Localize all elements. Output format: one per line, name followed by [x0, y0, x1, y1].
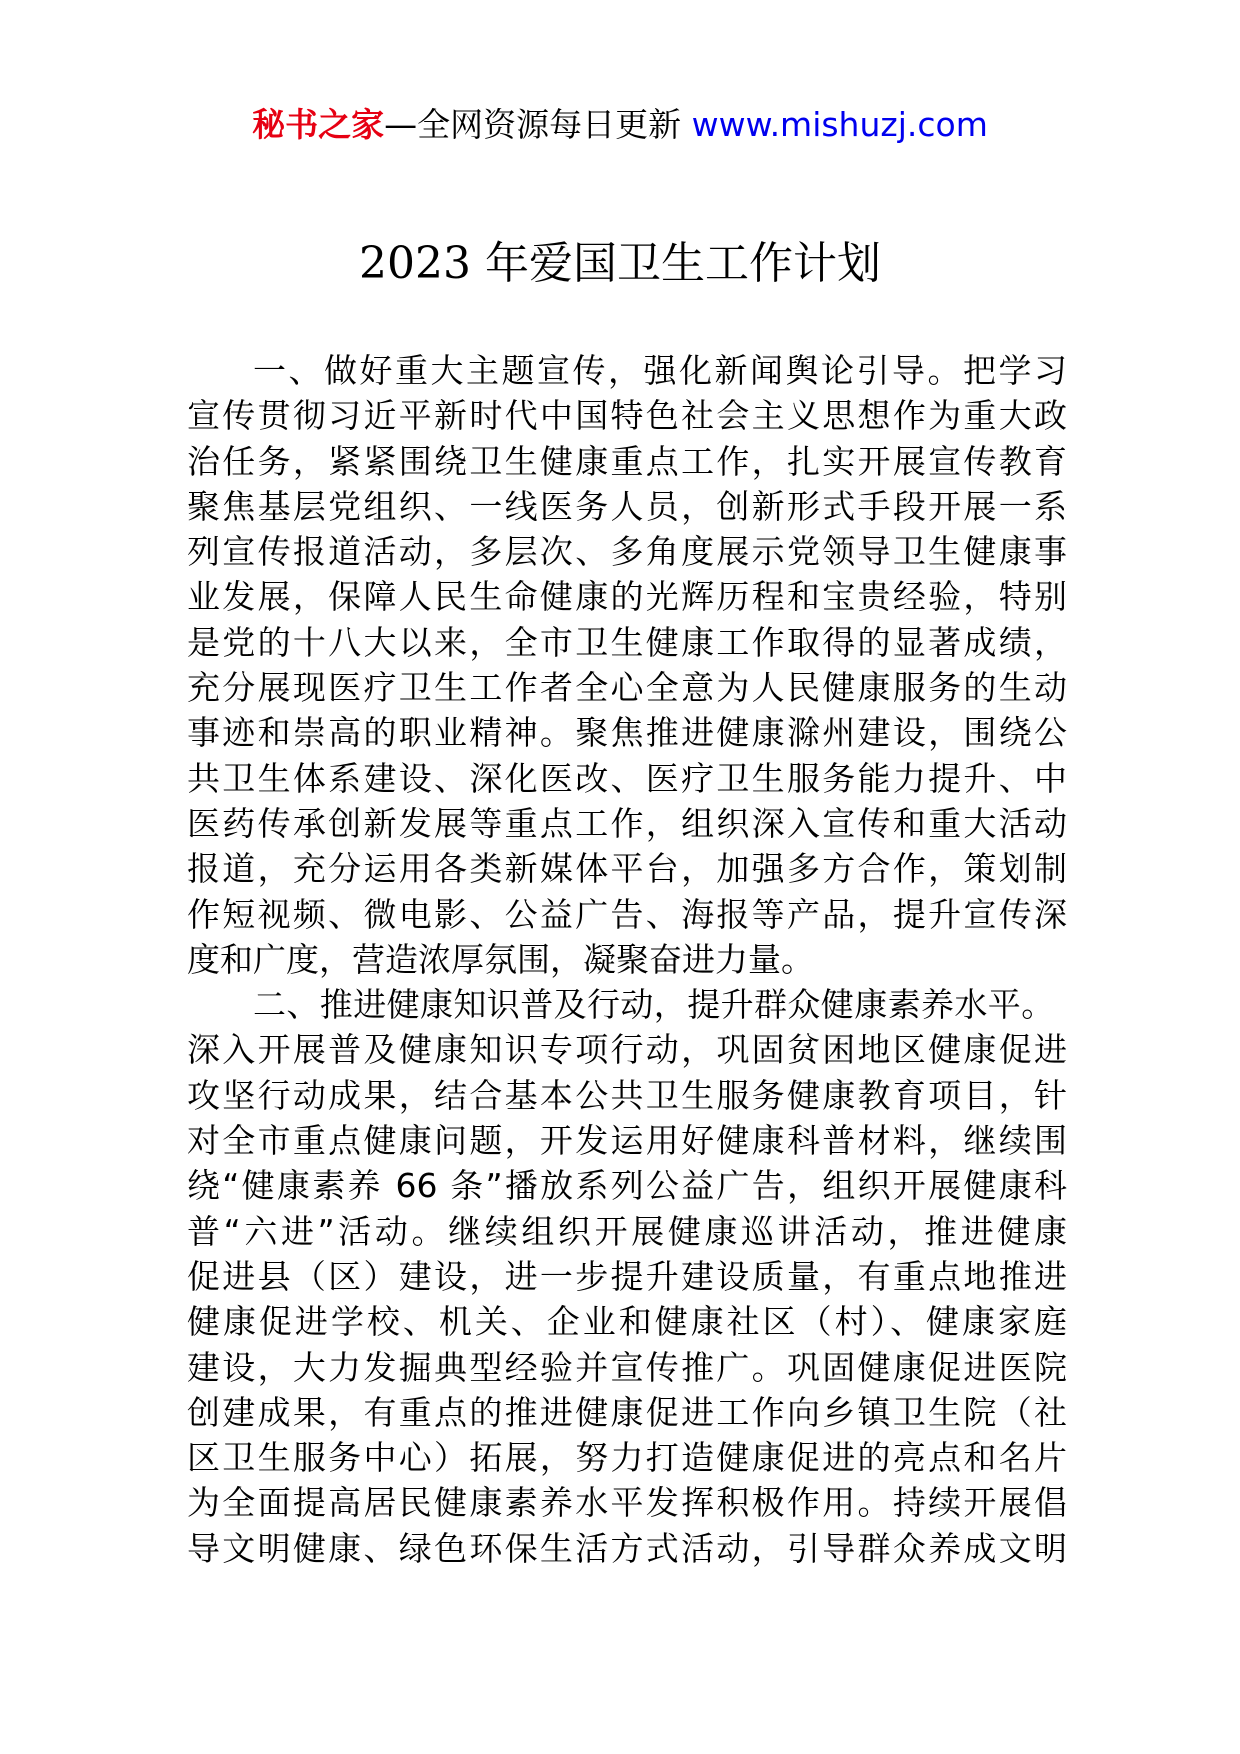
paragraph-1-line: 是党的十八大以来，全市卫生健康工作取得的显著成绩， — [187, 622, 1067, 662]
paragraph-2-line: 深入开展普及健康知识专项行动，巩固贫困地区健康促进 — [187, 1030, 1067, 1070]
brand-name: 秘书之家 — [252, 105, 385, 144]
paragraph-1-line: 度和广度，营造浓厚氛围，凝聚奋进力量。 — [187, 939, 814, 979]
paragraph-2-line: 绕“健康素养 66 条”播放系列公益广告，组织开展健康科 — [187, 1166, 1067, 1206]
paragraph-1-line: 充分展现医疗卫生工作者全心全意为人民健康服务的生动 — [187, 668, 1067, 708]
paragraph-1-line: 聚焦基层党组织、一线医务人员，创新形式手段开展一系 — [187, 486, 1067, 526]
paragraph-1-line: 治任务，紧紧围绕卫生健康重点工作，扎实开展宣传教育 — [187, 441, 1067, 481]
paragraph-2-line: 为全面提高居民健康素养水平发挥积极作用。持续开展倡 — [187, 1483, 1067, 1523]
paragraph-2-line: 促进县（区）建设，进一步提升建设质量，有重点地推进 — [187, 1256, 1067, 1296]
paragraph-1-line: 事迹和崇高的职业精神。聚焦推进健康滁州建设，围绕公 — [187, 713, 1067, 753]
paragraph-2-line: 建设，大力发掘典型经验并宣传推广。巩固健康促进医院 — [187, 1347, 1067, 1387]
document-title: 2023 年爱国卫生工作计划 — [359, 238, 881, 289]
header-tagline: —全网资源每日更新 — [384, 105, 682, 144]
paragraph-2-line: 创建成果，有重点的推进健康促进工作向乡镇卫生院（社 — [187, 1392, 1067, 1432]
paragraph-1-line: 宣传贯彻习近平新时代中国特色社会主义思想作为重大政 — [187, 396, 1067, 436]
document-body — [187, 348, 1067, 1571]
paragraph-1-line: 列宣传报道活动，多层次、多角度展示党领导卫生健康事 — [187, 532, 1067, 572]
paragraph-1-line: 作短视频、微电影、公益广告、海报等产品，提升宣传深 — [187, 894, 1067, 934]
paragraph-2-line: 攻坚行动成果，结合基本公共卫生服务健康教育项目，针 — [187, 1075, 1067, 1115]
paragraph-2-line: 对全市重点健康问题，开发运用好健康科普材料，继续围 — [187, 1121, 1067, 1161]
paragraph-2-line: 区卫生服务中心）拓展，努力打造健康促进的亮点和名片 — [187, 1438, 1067, 1478]
site-header — [0, 100, 1240, 150]
paragraph-2-line: 导文明健康、绿色环保生活方式活动，引导群众养成文明 — [187, 1528, 1067, 1568]
paragraph-2-line: 二、推进健康知识普及行动，提升群众健康素养水平。 — [253, 985, 1055, 1025]
paragraph-1-line: 医药传承创新发展等重点工作，组织深入宣传和重大活动 — [187, 803, 1067, 843]
site-url-link[interactable]: www.mishuzj.com — [691, 105, 988, 144]
paragraph-1-line: 业发展，保障人民生命健康的光辉历程和宝贵经验，特别 — [187, 577, 1067, 617]
paragraph-2-line: 健康促进学校、机关、企业和健康社区（村）、健康家庭 — [187, 1302, 1067, 1342]
paragraph-1-line: 报道，充分运用各类新媒体平台，加强多方合作，策划制 — [187, 849, 1067, 889]
paragraph-1-line: 一、做好重大主题宣传，强化新闻舆论引导。把学习 — [253, 351, 1067, 390]
paragraph-2-line: 普“六进”活动。继续组织开展健康巡讲活动，推进健康 — [187, 1211, 1067, 1251]
paragraph-1-line: 共卫生体系建设、深化医改、医疗卫生服务能力提升、中 — [187, 758, 1067, 798]
